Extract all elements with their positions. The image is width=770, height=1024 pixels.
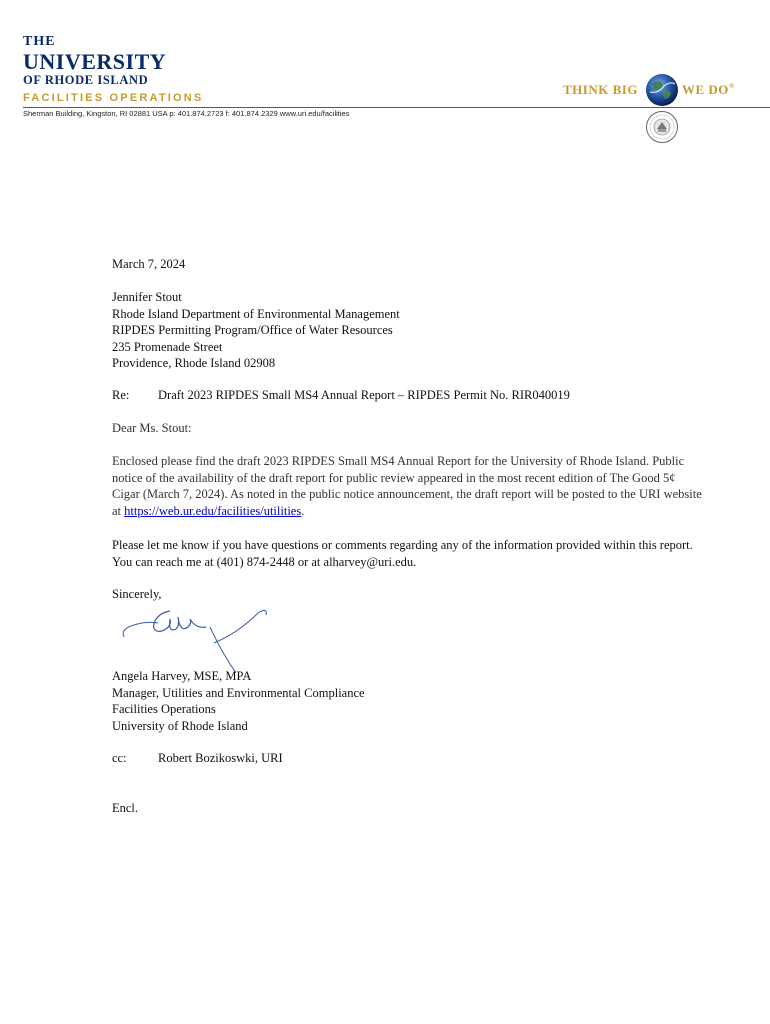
cc-label: cc: [112,751,127,765]
paragraph-enclosure [112,453,702,519]
globe-icon [644,72,680,108]
slogan-we-do-text: WE DO [682,82,729,97]
closing: Sincerely, [112,587,162,601]
letterhead-address: Sherman Building, Kingston, RI 02881 USA p: 401.874.2723 f: 401.874.2329 www.uri.edu/facilities [23,109,350,118]
recipient-line: 235 Promenade Street [112,339,223,354]
university-seal-icon [643,110,681,144]
handwritten-signature [118,603,278,673]
letter-date: March 7, 2024 [112,257,186,271]
paragraph-contact: Please let me know if you have questions or comments regarding any of the information provided within this report. You can reach me at (401) 874-2448 or at alharvey@uri.edu. [112,538,693,569]
signer-title: Manager, Utilities and Environmental Compliance [112,685,365,700]
cc-line [112,750,702,767]
recipient-line: Providence, Rhode Island 02908 [112,356,276,370]
recipient-address [112,289,702,372]
recipient-line: Rhode Island Department of Environmental Management [112,306,400,321]
department-name: FACILITIES OPERATIONS [23,92,204,104]
logo-the: THE [23,34,56,49]
slogan-think-big: THINK BIG [563,82,638,97]
subject-line [112,387,702,404]
signature-block [112,668,702,734]
signer-department: Facilities Operations [112,702,216,716]
trademark-symbol: ® [728,82,735,90]
re-label: Re: [112,388,130,402]
slogan-we-do [682,82,735,98]
recipient-name: Jennifer Stout [112,290,182,304]
signer-name: Angela Harvey, MSE, MPA [112,669,252,683]
logo-university: UNIVERSITY [23,49,167,74]
signer-organization: University of Rhode Island [112,718,248,733]
enclosure-note: Encl. [112,801,139,815]
paragraph-enclosure-end: . [301,503,305,518]
recipient-line: RIPDES Permitting Program/Office of Water Resources [112,323,393,337]
cc-text: Robert Bozikoswki, URI [158,751,283,765]
re-text: Draft 2023 RIPDES Small MS4 Annual Report – RIPDES Permit No. RIR040019 [158,388,570,402]
paragraph-enclosure-text: Enclosed please find the draft 2023 RIPDES Small MS4 Annual Report for the University of Rhode Island. Public notice of the availability of the draft report for public review appeared in the most recent edition of The Good 5¢ Cigar (March 7, 2024). As noted in the public notice announcement, the draft report will be posted to the URI website at [112,454,702,518]
utilities-website-link[interactable]: https://web.ur.edu/facilities/utilities [124,503,302,518]
salutation: Dear Ms. Stout: [112,421,192,435]
logo-of-rhode-island: OF RHODE ISLAND [23,73,149,87]
